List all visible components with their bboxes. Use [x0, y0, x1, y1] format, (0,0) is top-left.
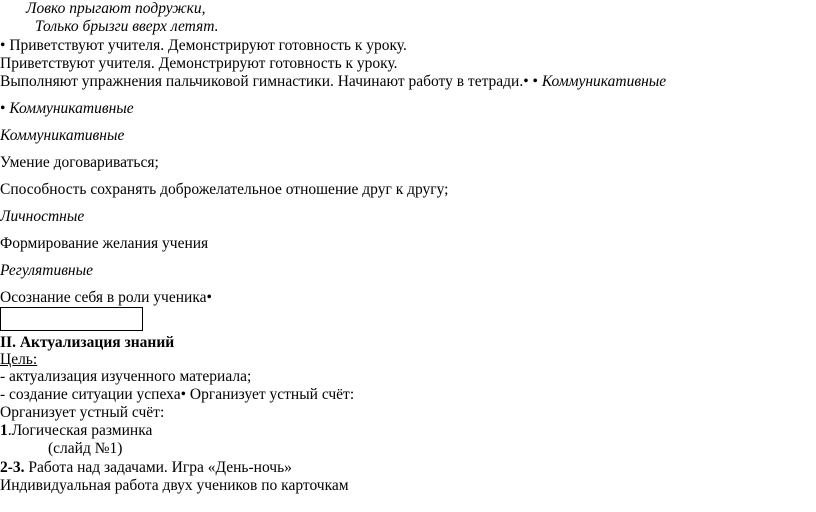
greeting-line-2: Приветствуют учителя. Демонстрируют готовность к уроку.: [0, 55, 398, 72]
poem-line-2: Только брызги вверх летят.: [35, 18, 219, 35]
goal-item-2-action: Организует устный счёт:: [186, 386, 355, 403]
exercise-text: Выполняют упражнения пальчиковой гимнастики. Начинают работу в тетради.: [0, 73, 524, 90]
greeting-text-1: Приветствуют учителя. Демонстрируют готовность к уроку.: [9, 37, 407, 54]
competency-item-1: Умение договариваться;: [0, 154, 159, 171]
goal-item-2-text: - создание ситуации успеха: [0, 386, 181, 403]
communicative-bullet-line: [0, 100, 134, 118]
competency-item-2: Способность сохранять доброжелательное отношение друг к другу;: [0, 181, 449, 198]
step-2-3-text: Работа над задачами. Игра «День-ночь»: [24, 459, 292, 476]
exercise-bullets: • •: [523, 73, 538, 90]
communicative-bullet-text: Коммуникативные: [9, 100, 134, 117]
competency-item-4-text: Осознание себя в роли ученика: [0, 289, 207, 306]
poem-line-1: Ловко прыгают подружки,: [26, 0, 206, 17]
bullet-symbol: •: [0, 37, 6, 54]
section-title: II. Актуализация знаний: [0, 334, 175, 351]
step-1-number: 1: [0, 422, 8, 439]
exercise-line: [0, 73, 666, 91]
communicative-heading: Коммуникативные: [0, 127, 125, 144]
step-2-3-number: 2-3.: [0, 459, 25, 476]
regulatory-heading: Регулятивные: [0, 262, 93, 279]
step-1-line: [0, 422, 152, 440]
step-1-text: .Логическая разминка: [7, 422, 153, 439]
personal-heading: Личностные: [0, 208, 85, 225]
step-2-3-line: [0, 459, 292, 477]
bullet-symbol: •: [180, 386, 187, 403]
individual-work-line: Индивидуальная работа двух учеников по карточкам: [0, 477, 349, 494]
competency-item-4: [0, 289, 212, 307]
bullet-symbol: •: [0, 100, 6, 117]
goal-item-1: - актуализация изученного материала;: [0, 368, 252, 385]
slide-reference: (слайд №1): [48, 440, 123, 457]
goal-label: Цель:: [0, 351, 38, 368]
goal-item-2: [0, 386, 354, 404]
greeting-line-1: [0, 37, 407, 55]
organize-line: Организует устный счёт:: [0, 404, 165, 421]
bullet-symbol: •: [206, 289, 212, 306]
exercise-tag: Коммуникативные: [541, 73, 667, 90]
competency-item-3: Формирование желания учения: [0, 235, 209, 252]
empty-table-cell: [0, 307, 143, 331]
